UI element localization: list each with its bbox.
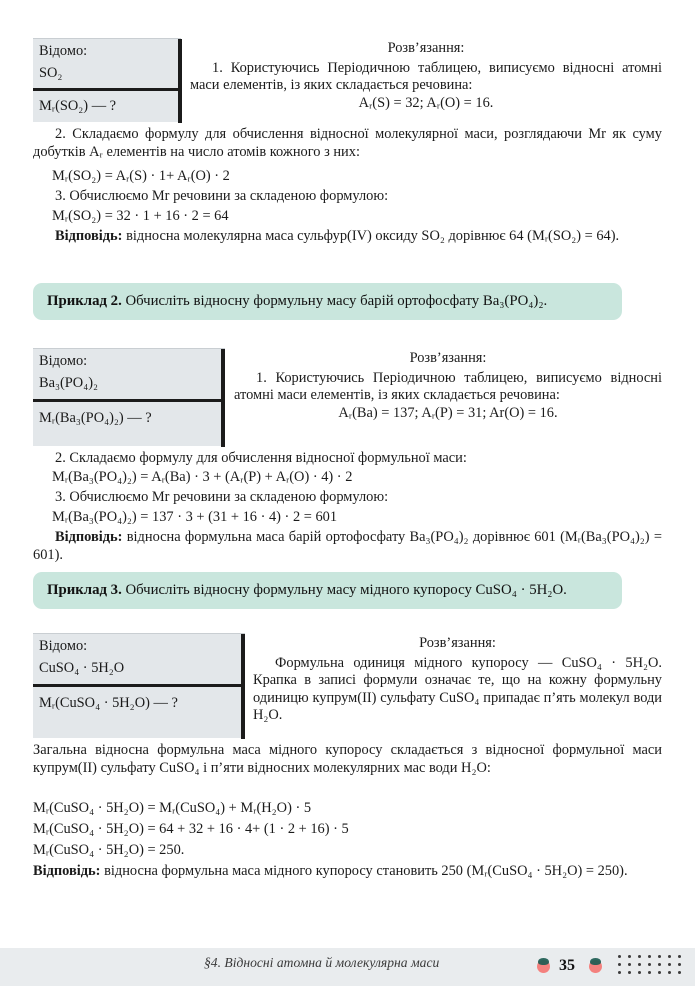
example2-heading-label: Приклад 2.: [47, 293, 122, 309]
example1-solution-heading: Розв’язання:: [387, 40, 465, 56]
example2-known-table: [33, 348, 225, 446]
example1-step3: 3. Обчислюємо Mr речовини за складеною формулою:: [55, 188, 389, 204]
example3-known-table: [33, 633, 245, 738]
example2-known-label: Вiдомо:: [39, 353, 88, 369]
example2-answer-text: вiдносна формульна маса барiй ортофосфату Ba₃(PO₄)₂ дорiвнює 601 (Mᵣ(Ba₃(PO₄)₂) = 601).: [33, 529, 662, 563]
example1-solution-column: [190, 40, 662, 112]
example3-answer: [33, 863, 662, 881]
example3-divider-vertical: [241, 634, 245, 739]
example3-solution-heading: Розв’язання:: [419, 635, 496, 651]
example2-find-line: Mᵣ(Ba₃(PO₄)₂) — ?: [39, 410, 152, 426]
example1-step2-formula: Mᵣ(SO₂) = Aᵣ(S) · 1+ Aᵣ(O) · 2: [52, 168, 230, 184]
example3-para2: Загальна вiдносна формульна маса мiдного купоросу складається з вiдносної формульної маси купрум(II) сульфату CuSO₄ i п’яти вiдносних молекулярних мас води H₂O:: [33, 742, 662, 776]
example2-divider-vertical: [221, 349, 225, 447]
example3-heading-text: Обчислiть вiдносну формульну масу мiдного купоросу CuSO₄ · 5H₂O.: [125, 582, 567, 598]
example3-find-line: Mᵣ(CuSO₄ · 5H₂O) — ?: [39, 695, 178, 711]
example1-step1-values: Aᵣ(S) = 32; Aᵣ(O) = 16.: [358, 94, 494, 111]
example2-answer: [33, 529, 662, 564]
footer-section-title: §4. Вiдноснi атомна й молекулярна маси: [204, 955, 440, 970]
example3-solution-column: [253, 635, 662, 725]
example3-heading-label: Приклад 3.: [47, 582, 122, 598]
footer-dot-left-icon: [537, 960, 550, 973]
example1-answer: [33, 228, 662, 246]
example1-known-table: [33, 38, 181, 122]
example2-step3: 3. Обчислюємо Mr речовини за складеною формулою:: [55, 489, 389, 505]
example3-answer-text: вiдносна формульна маса мiдного купоросу становить 250 (Mᵣ(CuSO₄ · 5H₂O) = 250).: [104, 863, 628, 879]
example2-step2: 2. Складаємо формулу для обчислення вiдносної формульної маси:: [55, 450, 467, 466]
example2-step1: 1. Користуючись Перiодичною таблицею, виписуємо вiдноснi атомнi маси елементiв, iз яких складається речовина:: [234, 369, 662, 404]
example2-solution-column: [234, 350, 662, 422]
example2-answer-label: Вiдповiдь:: [55, 529, 123, 545]
example1-known-label: Вiдомо:: [39, 43, 88, 59]
example2-step2-formula: Mᵣ(Ba₃(PO₄)₂) = Aᵣ(Ba) · 3 + (Aᵣ(P) + Aᵣ(O) · 4) · 2: [52, 469, 353, 485]
footer-page-number: 35: [559, 957, 575, 974]
example3-formula2: Mᵣ(CuSO₄ · 5H₂O) = 64 + 32 + 16 · 4+ (1 · 2 + 16) · 5: [33, 821, 349, 837]
example3-heading-box: [33, 572, 622, 609]
example2-heading-box: [33, 283, 622, 320]
example1-answer-text: вiдносна молекулярна маса сульфур(IV) оксиду SO₂ дорiвнює 64 (Mᵣ(SO₂) = 64).: [126, 228, 620, 244]
example1-step3-formula: Mᵣ(SO₂) = 32 · 1 + 16 · 2 = 64: [52, 208, 229, 224]
example2-known-formula: Ba₃(PO₄)₂: [39, 375, 99, 391]
example3-para1: Формульна одиниця мiдного купоросу — CuSO₄ · 5H₂O. Крапка в записi формули означає те, що на кожну формульну одиницю купрум(II) сульфату CuSO₄ припадає п’ять молекул води H₂O.: [253, 654, 662, 724]
example1-divider-vertical: [178, 39, 182, 123]
example1-step1: 1. Користуючись Перiодичною таблицею, виписуємо вiдноснi атомнi маси елементiв, iз яких складається речовина:: [190, 59, 662, 94]
example3-known-label: Вiдомо:: [39, 638, 88, 654]
example1-find-line: Mᵣ(SO₂) — ?: [39, 98, 117, 114]
example1-known-formula: [33, 64, 181, 86]
example3-formula3: Mᵣ(CuSO₄ · 5H₂O) = 250.: [33, 842, 185, 858]
example3-formula1: Mᵣ(CuSO₄ · 5H₂O) = Mᵣ(CuSO₄) + Mᵣ(H₂O) · 5: [33, 800, 312, 816]
example1-step2: 2. Складаємо формулу для обчислення вiдносної молекулярної маси, розглядаючи Mr як суму добуткiв Aᵣ елементiв на число атомiв кожного з них:: [33, 126, 662, 160]
example2-heading-text: Обчислiть вiдносну формульну масу барiй ортофосфату Ba₃(PO₄)₂.: [125, 293, 548, 309]
example1-answer-label: Вiдповiдь:: [55, 228, 123, 244]
footer-dot-grid-icon: [618, 955, 688, 979]
example1-known-formula-text: SO₂: [39, 65, 63, 81]
example2-step1-values: Aᵣ(Ba) = 137; Aᵣ(P) = 31; Ar(O) = 16.: [338, 404, 558, 421]
example3-answer-label: Вiдповiдь:: [33, 863, 101, 879]
footer-dot-right-icon: [589, 960, 602, 973]
example3-known-formula: CuSO₄ · 5H₂O: [39, 660, 125, 676]
example2-step3-formula: Mᵣ(Ba₃(PO₄)₂) = 137 · 3 + (31 + 16 · 4) · 2 = 601: [52, 509, 338, 525]
example2-solution-heading: Розв’язання:: [409, 350, 487, 366]
